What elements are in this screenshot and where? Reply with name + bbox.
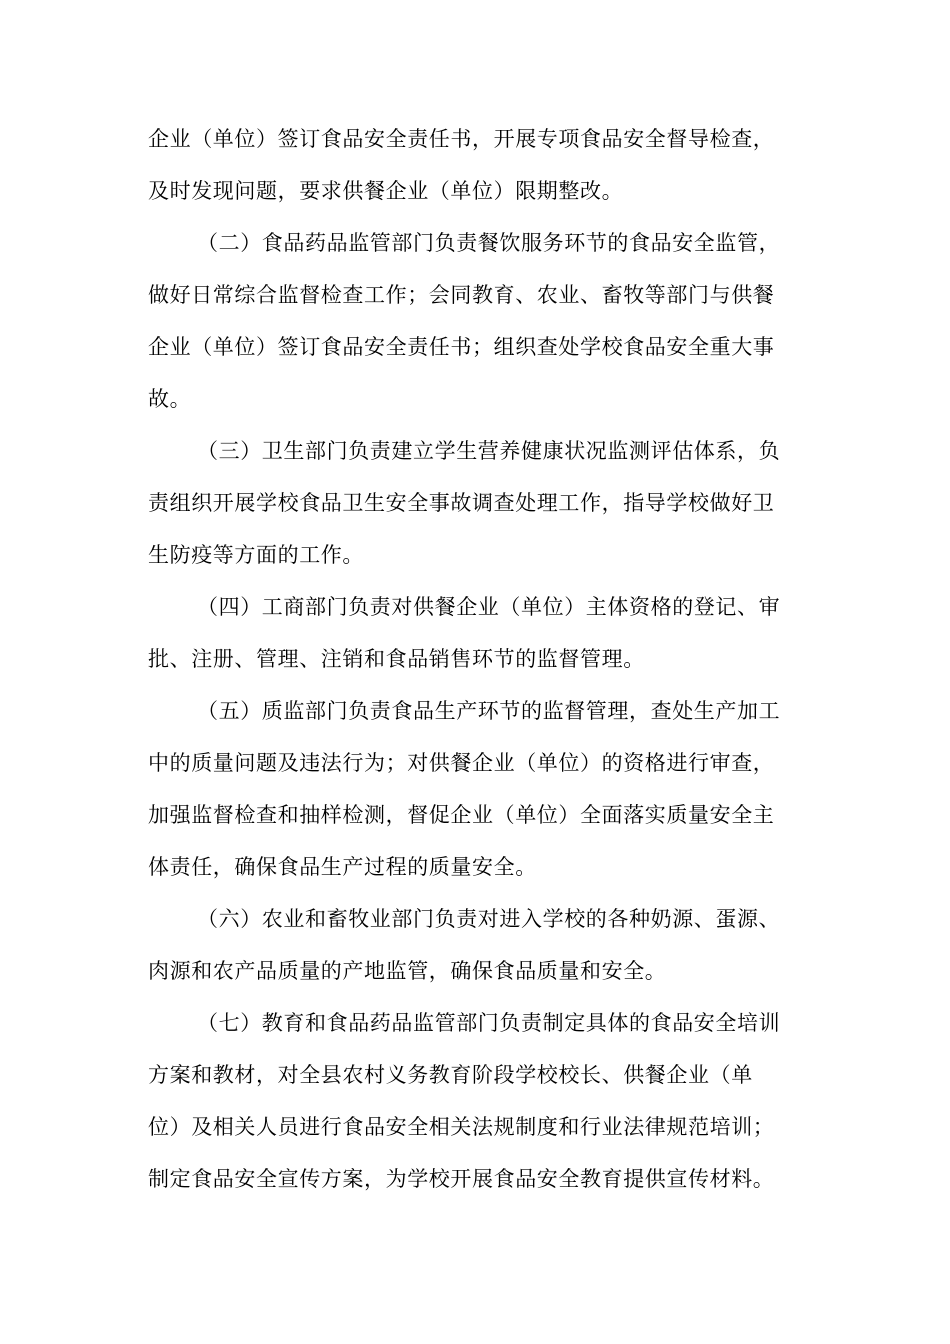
text-line: 批、注册、管理、注销和食品销售环节的监督管理。 bbox=[148, 647, 645, 671]
text-line: 生防疫等方面的工作。 bbox=[148, 543, 364, 567]
paragraph-6-start: （六）农业和畜牧业部门负责对进入学校的各种奶源、蛋源、 bbox=[197, 907, 781, 931]
text-line: 故。 bbox=[148, 387, 192, 411]
text-line: 位）及相关人员进行食品安全相关法规制度和行业法律规范培训； bbox=[148, 1115, 775, 1139]
paragraph-7-start: （七）教育和食品药品监管部门负责制定具体的食品安全培训 bbox=[197, 1011, 781, 1035]
text-line: 方案和教材，对全县农村义务教育阶段学校校长、供餐企业（单 bbox=[148, 1063, 753, 1087]
text-line: 加强监督检查和抽样检测，督促企业（单位）全面落实质量安全主 bbox=[148, 803, 775, 827]
text-line: 及时发现问题，要求供餐企业（单位）限期整改。 bbox=[148, 179, 624, 203]
text-line: 企业（单位）签订食品安全责任书，开展专项食品安全督导检查， bbox=[148, 127, 775, 151]
text-line: 责组织开展学校食品卫生安全事故调查处理工作，指导学校做好卫 bbox=[148, 491, 775, 515]
text-line: 肉源和农产品质量的产地监管，确保食品质量和安全。 bbox=[148, 959, 667, 983]
text-line: 中的质量问题及违法行为；对供餐企业（单位）的资格进行审查， bbox=[148, 751, 775, 775]
paragraph-3-start: （三）卫生部门负责建立学生营养健康状况监测评估体系，负 bbox=[197, 439, 781, 463]
text-line: 体责任，确保食品生产过程的质量安全。 bbox=[148, 855, 537, 879]
text-line: 企业（单位）签订食品安全责任书；组织查处学校食品安全重大事 bbox=[148, 335, 775, 359]
paragraph-5-start: （五）质监部门负责食品生产环节的监督管理，查处生产加工 bbox=[197, 699, 781, 723]
paragraph-2-start: （二）食品药品监管部门负责餐饮服务环节的食品安全监管， bbox=[197, 231, 781, 255]
text-line: 做好日常综合监督检查工作；会同教育、农业、畜牧等部门与供餐 bbox=[148, 283, 775, 307]
paragraph-4-start: （四）工商部门负责对供餐企业（单位）主体资格的登记、审 bbox=[197, 595, 781, 619]
text-line: 制定食品安全宣传方案，为学校开展食品安全教育提供宣传材料。 bbox=[148, 1167, 775, 1191]
